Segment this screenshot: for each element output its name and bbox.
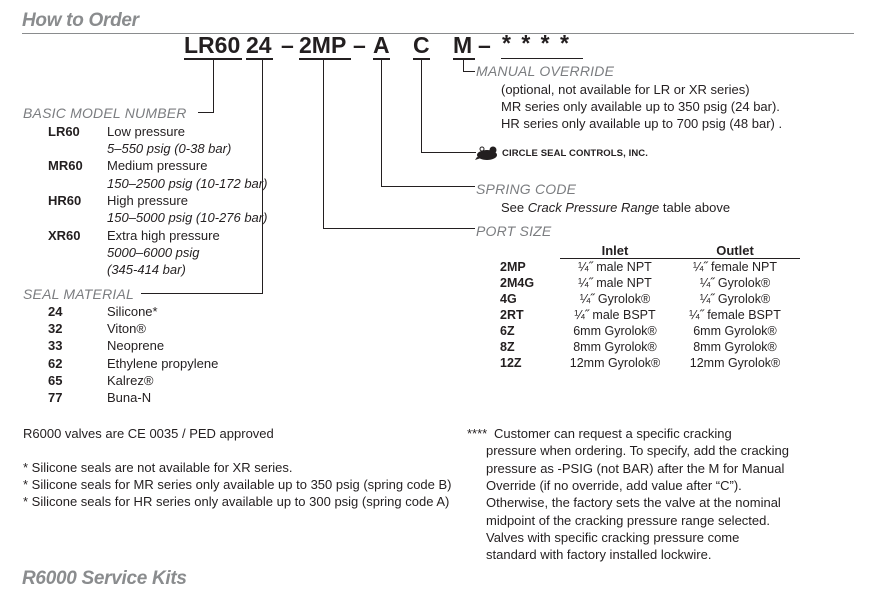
spring-code-text	[501, 200, 730, 215]
port-connector-h	[323, 228, 475, 229]
outlet-value: 8mm Gyrolok®	[693, 340, 777, 354]
seal-code: 32	[48, 321, 63, 336]
port-code: 8Z	[500, 340, 515, 354]
seal-code: 65	[48, 373, 63, 388]
service-kits-heading: R6000 Service Kits	[22, 568, 187, 589]
code-spring: A	[373, 32, 390, 58]
inlet-value: ¼˝ male NPT	[578, 276, 652, 290]
model-code: XR60	[48, 228, 81, 243]
manual-override-line: (optional, not available for LR or XR series)	[501, 82, 750, 97]
code-base-model: LR60	[184, 32, 241, 58]
port-code-header	[500, 243, 560, 259]
spring-code-text-pre: See	[501, 200, 528, 215]
seal-code: 33	[48, 338, 63, 353]
code-dash-1: –	[281, 32, 294, 58]
model-connector-h	[198, 112, 214, 113]
table-row	[500, 307, 800, 323]
circle-seal-logo-icon	[475, 145, 501, 161]
custom-note-marker: ****	[467, 426, 488, 441]
seal-name: Ethylene propylene	[107, 356, 219, 371]
outlet-header: Outlet	[670, 243, 800, 259]
table-row	[500, 355, 800, 371]
outlet-value: 12mm Gyrolok®	[689, 356, 781, 370]
page-title: How to Order	[22, 10, 139, 31]
spring-connector-v	[381, 60, 382, 187]
seal-code: 77	[48, 390, 63, 405]
inlet-value: 6mm Gyrolok®	[573, 324, 657, 338]
approval-text: R6000 valves are CE 0035 / PED approved	[23, 426, 274, 441]
seal-name: Neoprene	[107, 338, 165, 353]
custom-note-line: pressure when ordering. To specify, add the cracking	[486, 443, 790, 458]
seal-code: 62	[48, 356, 63, 371]
outlet-value: 6mm Gyrolok®	[693, 324, 777, 338]
code-company: C	[413, 32, 430, 58]
port-code: 12Z	[500, 356, 522, 370]
table-row	[500, 323, 800, 339]
footnote: * Silicone seals for HR series only available up to 300 psig (spring code A)	[23, 494, 450, 509]
footnote: * Silicone seals are not available for XR series.	[23, 460, 293, 475]
custom-note-line: midpoint of the cracking pressure range selected.	[486, 513, 770, 528]
seal-material-label: SEAL MATERIAL	[23, 286, 135, 302]
inlet-value: ¼˝ male NPT	[578, 260, 652, 274]
manual-override-line: HR series only available up to 700 psig (48 bar) .	[501, 116, 783, 131]
port-size-table	[500, 243, 800, 371]
model-name: Low pressure	[107, 124, 186, 139]
seal-name: Kalrez®	[107, 373, 154, 388]
code-dash-3: –	[478, 32, 491, 58]
manual-override-line: MR series only available up to 350 psig (24 bar).	[501, 99, 780, 114]
port-connector-v	[323, 60, 324, 229]
table-row	[500, 259, 800, 276]
table-row	[500, 291, 800, 307]
custom-note-line: Customer can request a specific cracking	[494, 426, 732, 441]
code-seal-material: 24	[246, 32, 272, 58]
table-row	[500, 339, 800, 355]
inlet-value: 12mm Gyrolok®	[569, 356, 661, 370]
model-range: (345-414 bar)	[107, 262, 186, 277]
seal-code: 24	[48, 304, 63, 319]
footnote: * Silicone seals for MR series only available up to 350 psig (spring code B)	[23, 477, 452, 492]
port-size-label: PORT SIZE	[476, 223, 552, 239]
code-override-underline	[453, 58, 475, 60]
code-seal-underline	[246, 58, 273, 60]
basic-model-label: BASIC MODEL NUMBER	[23, 105, 187, 121]
model-range: 5000–6000 psig	[107, 245, 200, 260]
outlet-value: ¼˝ female NPT	[692, 260, 778, 274]
inlet-header: Inlet	[560, 243, 670, 259]
title-rule	[22, 33, 854, 34]
model-name: High pressure	[107, 193, 188, 208]
model-code: HR60	[48, 193, 82, 208]
inlet-value: 8mm Gyrolok®	[573, 340, 657, 354]
seal-name: Viton®	[107, 321, 146, 336]
table-row	[500, 275, 800, 291]
seal-name: Buna-N	[107, 390, 152, 405]
port-code: 2M4G	[500, 276, 535, 290]
port-code: 4G	[500, 292, 517, 306]
company-connector-v	[421, 60, 422, 153]
port-code: 6Z	[500, 324, 515, 338]
code-dash-2: –	[353, 32, 366, 58]
outlet-value: ¼˝ Gyrolok®	[699, 276, 771, 290]
seal-name: Silicone*	[107, 304, 158, 319]
model-range: 5–550 psig (0-38 bar)	[107, 141, 232, 156]
spring-connector-h	[381, 186, 475, 187]
inlet-value: ¼˝ male BSPT	[574, 308, 656, 322]
port-table-header-row	[500, 243, 800, 259]
company-logo	[475, 145, 648, 161]
seal-connector-h	[141, 293, 263, 294]
port-code: 2RT	[500, 308, 524, 322]
spring-code-text-italic: Crack Pressure Range	[527, 200, 660, 215]
code-stars: * * * *	[502, 30, 571, 56]
custom-note-line: Otherwise, the factory sets the valve at the nominal	[486, 495, 781, 510]
custom-note-line: standard with factory installed lockwire.	[486, 547, 712, 562]
spring-code-text-post: table above	[659, 200, 731, 215]
company-connector-h	[421, 152, 476, 153]
manual-override-label: MANUAL OVERRIDE	[476, 63, 615, 79]
outlet-value: ¼˝ Gyrolok®	[699, 292, 771, 306]
code-port-size: 2MP	[299, 32, 347, 58]
code-manual-override: M	[453, 32, 473, 58]
custom-note-line: pressure as -PSIG (not BAR) after the M for Manual	[486, 461, 785, 476]
override-connector-h	[463, 71, 475, 72]
company-name: CIRCLE SEAL CONTROLS, INC.	[502, 147, 648, 159]
custom-note-line: Override (if no override, add value after “C”).	[486, 478, 742, 493]
code-stars-underline	[501, 58, 583, 59]
model-code: MR60	[48, 158, 83, 173]
model-name: Medium pressure	[107, 158, 208, 173]
inlet-value: ¼˝ Gyrolok®	[579, 292, 651, 306]
model-range: 150–2500 psig (10-172 bar)	[107, 176, 268, 191]
model-connector-v	[213, 60, 214, 113]
custom-note-line: Valves with specific cracking pressure come	[486, 530, 740, 545]
model-name: Extra high pressure	[107, 228, 220, 243]
model-range: 150–5000 psig (10-276 bar)	[107, 210, 268, 225]
code-port-underline	[299, 58, 351, 60]
outlet-value: ¼˝ female BSPT	[689, 308, 781, 322]
port-code: 2MP	[500, 259, 526, 274]
model-code: LR60	[48, 124, 80, 139]
spring-code-label: SPRING CODE	[476, 181, 577, 197]
